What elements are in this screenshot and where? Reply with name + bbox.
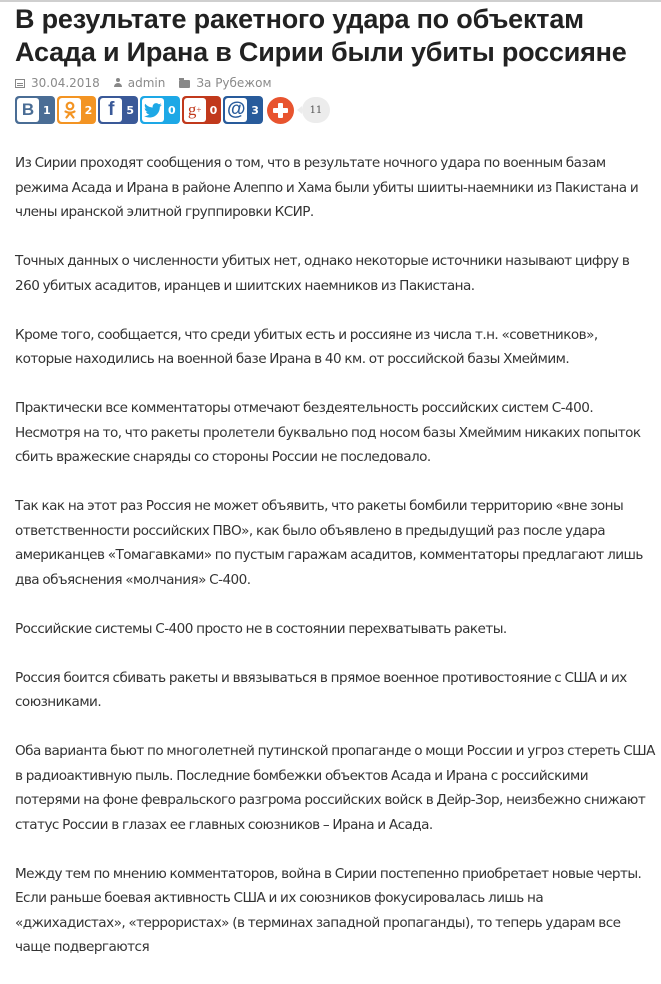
share-count-ok: 2 — [84, 103, 93, 117]
share-count-facebook: 5 — [126, 103, 134, 117]
paragraph: Так как на этот раз Россия не может объявить, что ракеты бомбили территорию «вне зоны ответственности российских ПВО», как было объявлено в предыдущий раз после удара американцев «Томагавками» по пустым гаражам асадитов, комментаторы предлагают лишь два объяснения «молчания» С-400. — [15, 498, 643, 588]
share-facebook-button[interactable] — [98, 96, 138, 124]
category-link[interactable]: За Рубежом — [196, 76, 272, 90]
paragraph: Из Сирии проходят сообщения о том, что в результате ночного удара по военным базам режима Асада и Ирана в районе Алеппо и Хама были убиты шииты-наемники из Пакистана и члены иранской элитной группировки КСИР. — [15, 155, 639, 220]
article-body — [15, 151, 655, 960]
calendar-icon — [15, 79, 25, 88]
article — [15, 2, 655, 984]
author-link[interactable]: admin — [127, 76, 166, 90]
paragraph: Кроме того, сообщается, что среди убитых есть и россияне из числа т.н. «советников», которые находились на военной базе Ирана в 40 км. от российской базы Хмеймим. — [15, 326, 598, 367]
paragraph: Россия боится сбивать ракеты и ввязываться в прямое военное противостояние с США и их союзниками. — [15, 669, 627, 710]
meta-category[interactable] — [179, 76, 271, 90]
article-meta — [15, 75, 655, 91]
article-title: В результате ракетного удара по объектам Асада и Ирана в Сирии были убиты россияне — [15, 4, 627, 67]
odnoklassniki-icon — [59, 98, 81, 122]
share-count-vk: 1 — [43, 103, 51, 117]
share-count-twitter: 0 — [167, 103, 176, 117]
paragraph: Оба варианта бьют по многолетней путинской пропаганде о мощи России и угроз стереть США в радиоактивную пыль. Последние бомбежки объектов Асада и Ирана с российскими потерями на фоне февральского разгрома российских войск в Дейр-Зор, неизбежно снижают статус России в глазах ее главных союзников – Ирана и Асада. — [15, 743, 655, 833]
share-mailru-button[interactable] — [223, 96, 263, 124]
share-count-googleplus: 0 — [209, 103, 218, 117]
user-icon — [114, 78, 122, 88]
twitter-icon — [142, 98, 164, 122]
share-count-mailru: 3 — [251, 103, 259, 117]
paragraph: Точных данных о численности убитых нет, однако некоторые источники называют цифру в 260 убитых асадитов, иранцев и шиитских наемников из Пакистана. — [15, 253, 630, 294]
google-plus-icon: g + — [184, 98, 206, 122]
facebook-icon: f — [100, 98, 122, 122]
share-bar — [15, 95, 655, 125]
share-more-button[interactable] — [267, 97, 294, 124]
mail-ru-icon: @ — [227, 99, 246, 120]
date-text: 30.04.2018 — [31, 76, 100, 90]
share-googleplus-button[interactable] — [182, 96, 222, 124]
paragraph: Между тем по мнению комментаторов, война в Сирии постепенно приобретает новые черты. Если раньше боевая активность США и их союзников фокусировалась лишь на «джихадистах», «террористах» (в терминах западной пропаганды), то теперь ударам все чаще подвергаются — [15, 865, 642, 955]
vk-icon: В — [17, 98, 39, 122]
meta-author[interactable] — [114, 76, 166, 90]
paragraph: Практически все комментаторы отмечают бездеятельность российских систем С-400. Несмотря на то, что ракеты пролетели буквально под носом базы Хмеймим никаких попыток сбить вражеские снаряды со стороны России не последовало. — [15, 400, 641, 465]
folder-icon — [179, 80, 190, 88]
share-total-count: 11 — [302, 97, 330, 123]
meta-date — [15, 76, 100, 90]
share-twitter-button[interactable] — [140, 96, 180, 124]
share-ok-button[interactable] — [57, 96, 97, 124]
paragraph: Российские системы С-400 просто не в состоянии перехватывать ракеты. — [15, 620, 507, 637]
share-vk-button[interactable] — [15, 96, 55, 124]
